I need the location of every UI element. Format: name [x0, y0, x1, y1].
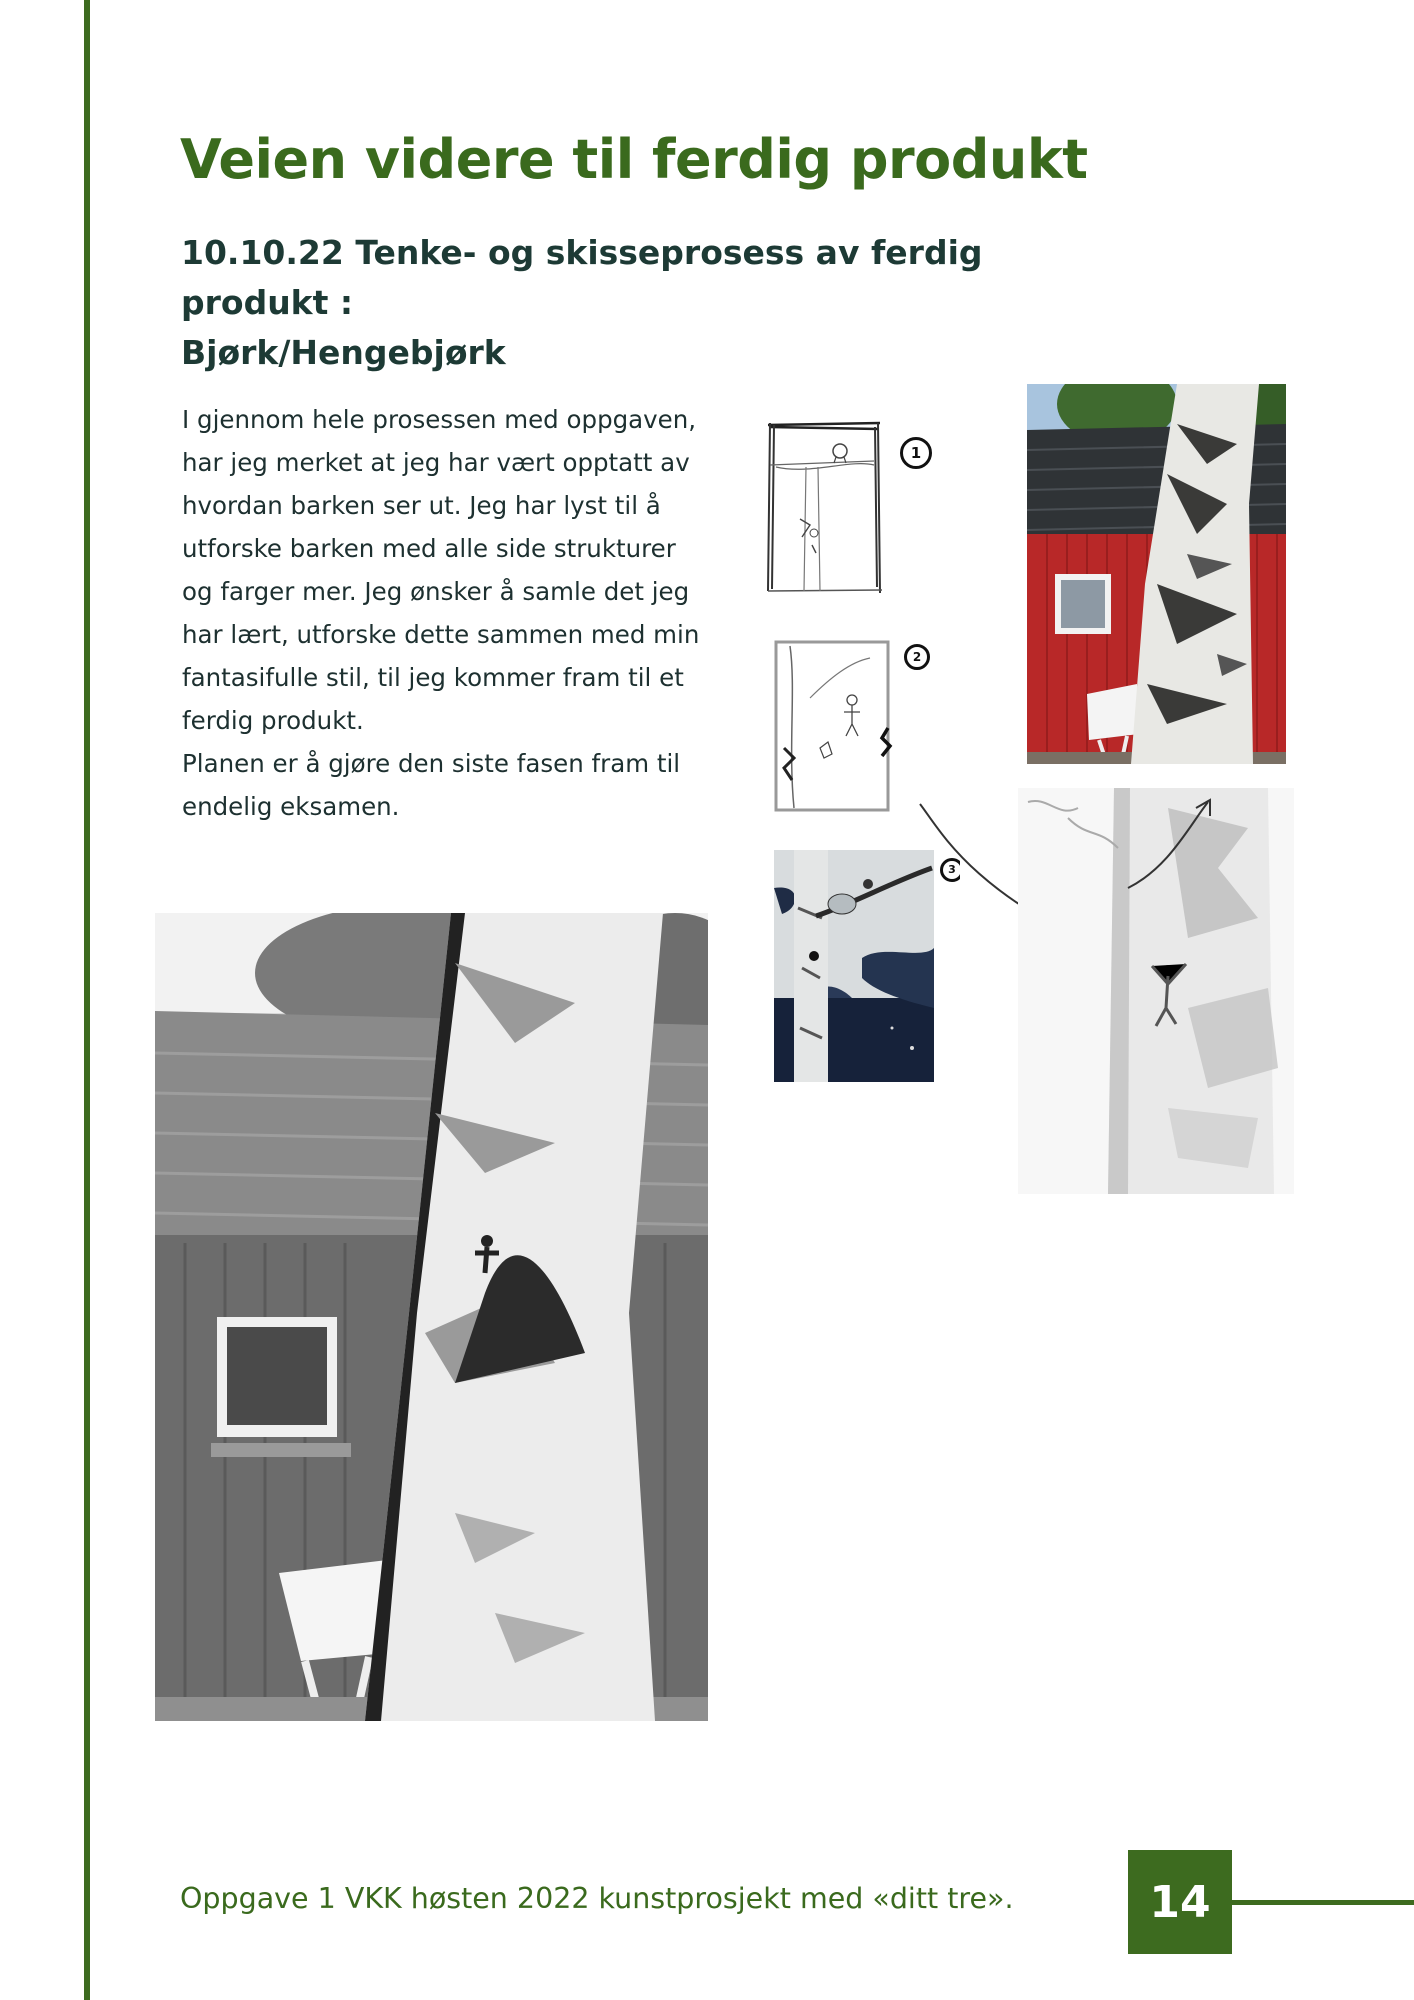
page-title: Veien videre til ferdig produkt: [180, 128, 1088, 191]
sketch-1: [750, 415, 950, 605]
body-line: ferdig produkt.: [182, 706, 364, 735]
body-line: Planen er å gjøre den siste fasen fram til: [182, 749, 681, 778]
sketch-number-3: 3: [940, 858, 960, 882]
sketch-number-1: 1: [900, 437, 932, 469]
body-line: hvordan barken ser ut. Jeg har lyst til å: [182, 491, 661, 520]
body-line: har lært, utforske dette sammen med min: [182, 620, 700, 649]
footer-rule: [1232, 1900, 1414, 1905]
page-number: 14: [1128, 1850, 1232, 1954]
sketch-number-2: 2: [904, 644, 930, 670]
photo-greyscale-birch-image: [155, 913, 708, 1721]
faded-birch-sketch: [1018, 788, 1294, 1194]
body-line: utforske barken med alle side strukturer: [182, 534, 676, 563]
body-line: har jeg merket at jeg har vært opptatt av: [182, 448, 690, 477]
body-paragraph: [182, 398, 722, 828]
body-line: I gjennom hele prosessen med oppgaven,: [182, 405, 697, 434]
faded-birch-sketch-image: [1018, 788, 1294, 1194]
photo-red-house-birch: [1027, 384, 1286, 764]
subtitle-line-2: Bjørk/Hengebjørk: [181, 333, 506, 372]
page-subtitle: [181, 228, 1081, 378]
photo-greyscale-birch: [155, 913, 708, 1721]
photo-red-house-birch-image: [1027, 384, 1286, 764]
body-line: endelig eksamen.: [182, 792, 400, 821]
left-margin-rule: [84, 0, 90, 2000]
body-line: fantasifulle stil, til jeg kommer fram til et: [182, 663, 684, 692]
footer-caption: Oppgave 1 VKK høsten 2022 kunstprosjekt med «ditt tre».: [180, 1882, 1014, 1915]
body-line: og farger mer. Jeg ønsker å samle det jeg: [182, 577, 690, 606]
subtitle-line-1: 10.10.22 Tenke- og skisseprosess av ferdig produkt :: [181, 233, 983, 322]
